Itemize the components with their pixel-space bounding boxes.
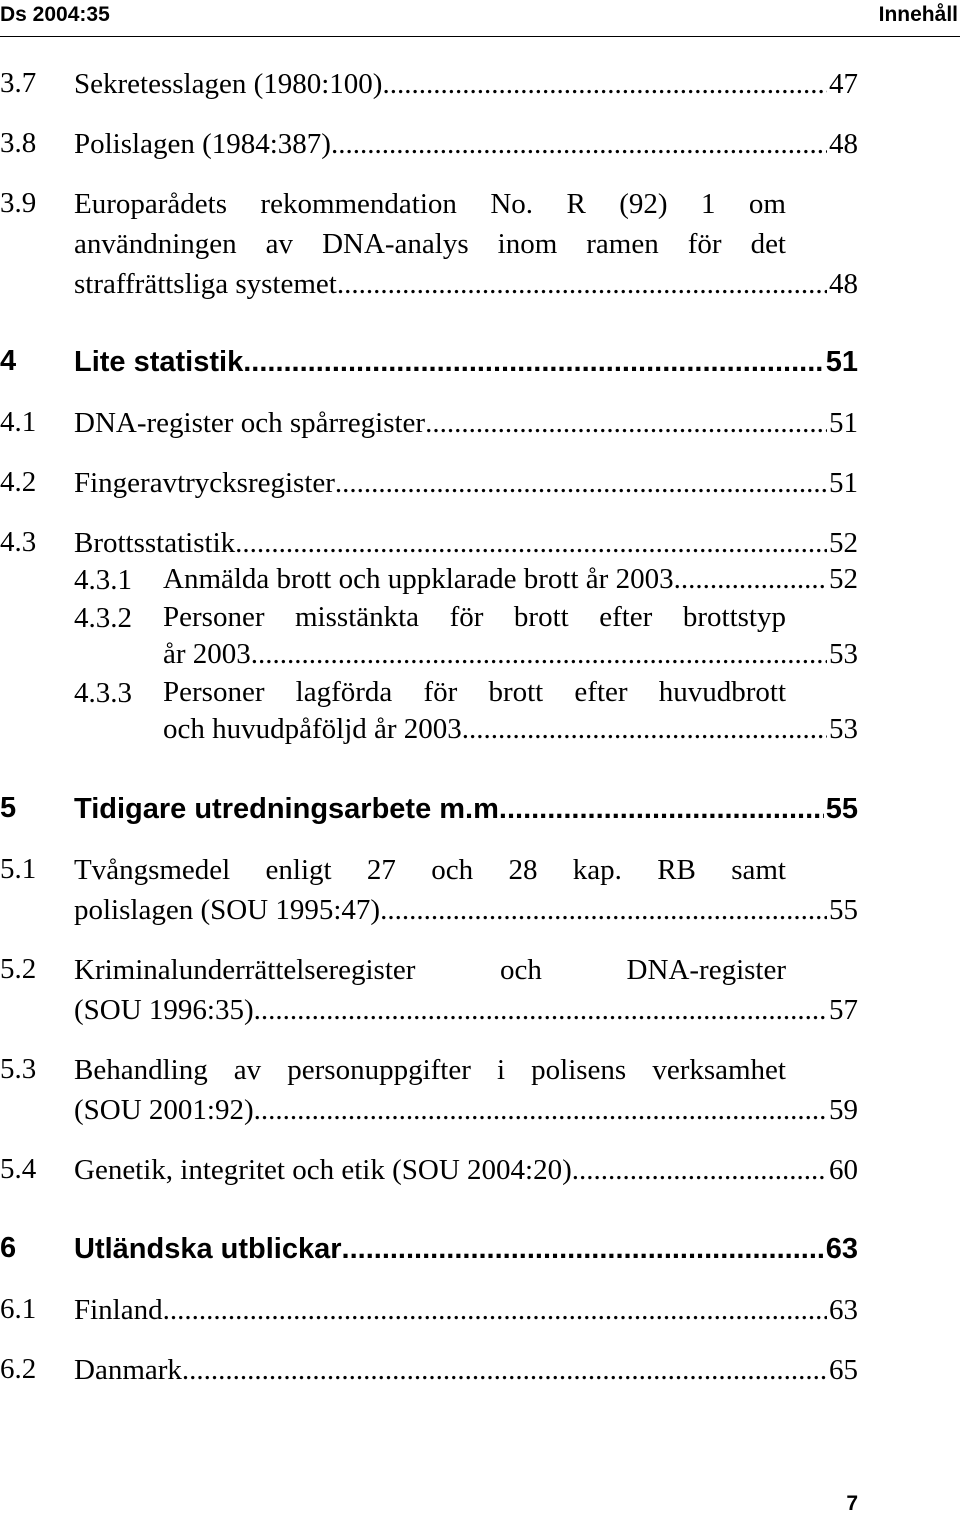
running-header-left: Ds 2004:35 <box>0 3 110 26</box>
dot-leader <box>251 636 827 673</box>
toc-entry-title: Genetik, integritet och etik (SOU 2004:20) <box>74 1154 572 1186</box>
toc-entry-page: 57 <box>829 994 858 1026</box>
toc-entry-number: 5.3 <box>0 1053 37 1085</box>
toc-entry-number: 4.2 <box>0 466 37 498</box>
dot-leader <box>331 124 827 164</box>
toc-entry-title: Tidigare utredningsarbete m.m. <box>74 793 507 825</box>
toc-entry-page: 51 <box>829 407 858 439</box>
toc-entry-title: Lite statistik <box>74 346 244 378</box>
toc-entry-number: 4.3.2 <box>74 602 132 634</box>
toc-entry-title: DNA-register och spårregister <box>74 407 426 439</box>
toc-entry-title-line: Tvångsmedel enligt 27 och 28 kap. RB samt <box>74 854 786 886</box>
toc-entry-page: 60 <box>829 1154 858 1186</box>
toc-entry-page: 51 <box>825 346 858 378</box>
toc-entry-page: 53 <box>829 713 858 745</box>
toc-entry-title-line: Personer lagförda för brott efter huvudbrott <box>163 676 786 708</box>
toc-entry-title: Finland <box>74 1294 163 1326</box>
dot-leader <box>335 463 827 503</box>
toc-entry-number: 5.4 <box>0 1153 37 1185</box>
toc-entry-title-line: (SOU 1996:35) <box>74 994 254 1026</box>
header-rule <box>0 36 960 37</box>
toc-entry-page: 55 <box>829 894 858 926</box>
toc-entry-title: Polislagen (1984:387) <box>74 128 331 160</box>
dot-leader <box>425 403 827 443</box>
dot-leader <box>342 1229 824 1269</box>
toc-entry-number: 4 <box>0 345 17 377</box>
toc-entry-page: 52 <box>829 527 858 559</box>
toc-entry-page: 51 <box>829 467 858 499</box>
toc-entry-page: 55 <box>825 793 858 825</box>
toc-entry-title-line: Europarådets rekommendation No. R (92) 1 om <box>74 188 786 220</box>
dot-leader <box>235 523 827 563</box>
toc-entry-title-line: straffrättsliga systemet <box>74 268 337 300</box>
toc-entry-number: 5.1 <box>0 853 37 885</box>
toc-entry-number: 4.3 <box>0 526 37 558</box>
toc-entry-page: 59 <box>829 1094 858 1126</box>
toc-entry-page: 48 <box>829 268 858 300</box>
toc-entry-number: 4.3.3 <box>74 677 132 709</box>
toc-entry-number: 6.1 <box>0 1293 37 1325</box>
dot-leader <box>182 1350 827 1390</box>
toc-entry-title: Brottsstatistik <box>74 527 236 559</box>
toc-entry-title-line: Kriminalunderrättelseregister och DNA-register <box>74 954 786 986</box>
toc-entry-number: 5 <box>0 792 17 824</box>
dot-leader <box>337 264 827 304</box>
toc-entry-title: Danmark <box>74 1354 182 1386</box>
dot-leader <box>382 64 827 104</box>
toc-entry-title: Sekretesslagen (1980:100) <box>74 68 383 100</box>
dot-leader <box>507 789 824 829</box>
toc-entry-page: 65 <box>829 1354 858 1386</box>
toc-entry-page: 63 <box>829 1294 858 1326</box>
dot-leader <box>254 990 827 1030</box>
dot-leader <box>243 342 824 382</box>
toc-entry-page: 63 <box>825 1233 858 1265</box>
toc-entry-title: Anmälda brott och uppklarade brott år 2003 <box>163 563 674 595</box>
toc-entry-page: 53 <box>829 638 858 670</box>
toc-entry-title-line: och huvudpåföljd år 2003 <box>163 713 462 745</box>
dot-leader <box>572 1150 827 1190</box>
dot-leader <box>674 561 827 598</box>
toc-entry-title-line: Personer misstänkta för brott efter brottstyp <box>163 601 786 633</box>
toc-entry-page: 52 <box>829 563 858 595</box>
toc-entry-title-line: användningen av DNA-analys inom ramen för det <box>74 228 786 260</box>
toc-entry-number: 6.2 <box>0 1353 37 1385</box>
toc-entry-number: 3.8 <box>0 127 37 159</box>
toc-entry-title-line: polislagen (SOU 1995:47) <box>74 894 381 926</box>
toc-entry-number: 4.1 <box>0 406 37 438</box>
toc-entry-page: 48 <box>829 128 858 160</box>
dot-leader <box>462 711 827 748</box>
running-header-right: Innehåll <box>878 3 958 26</box>
dot-leader <box>380 890 827 930</box>
toc-entry-number: 6 <box>0 1232 17 1264</box>
toc-entry-title: Utländska utblickar <box>74 1233 342 1265</box>
dot-leader <box>254 1090 827 1130</box>
toc-entry-number: 4.3.1 <box>74 564 132 596</box>
toc-entry-title-line: år 2003 <box>163 638 251 670</box>
toc-entry-title-line: Behandling av personuppgifter i polisens verksamhet <box>74 1054 786 1086</box>
toc-entry-title-line: (SOU 2001:92) <box>74 1094 254 1126</box>
toc-entry-number: 3.9 <box>0 187 37 219</box>
dot-leader <box>163 1290 827 1330</box>
toc-entry-page: 47 <box>829 68 858 100</box>
toc-entry-title: Fingeravtrycksregister <box>74 467 335 499</box>
toc-entry-number: 3.7 <box>0 67 37 99</box>
page-number: 7 <box>846 1492 858 1515</box>
toc-entry-number: 5.2 <box>0 953 37 985</box>
